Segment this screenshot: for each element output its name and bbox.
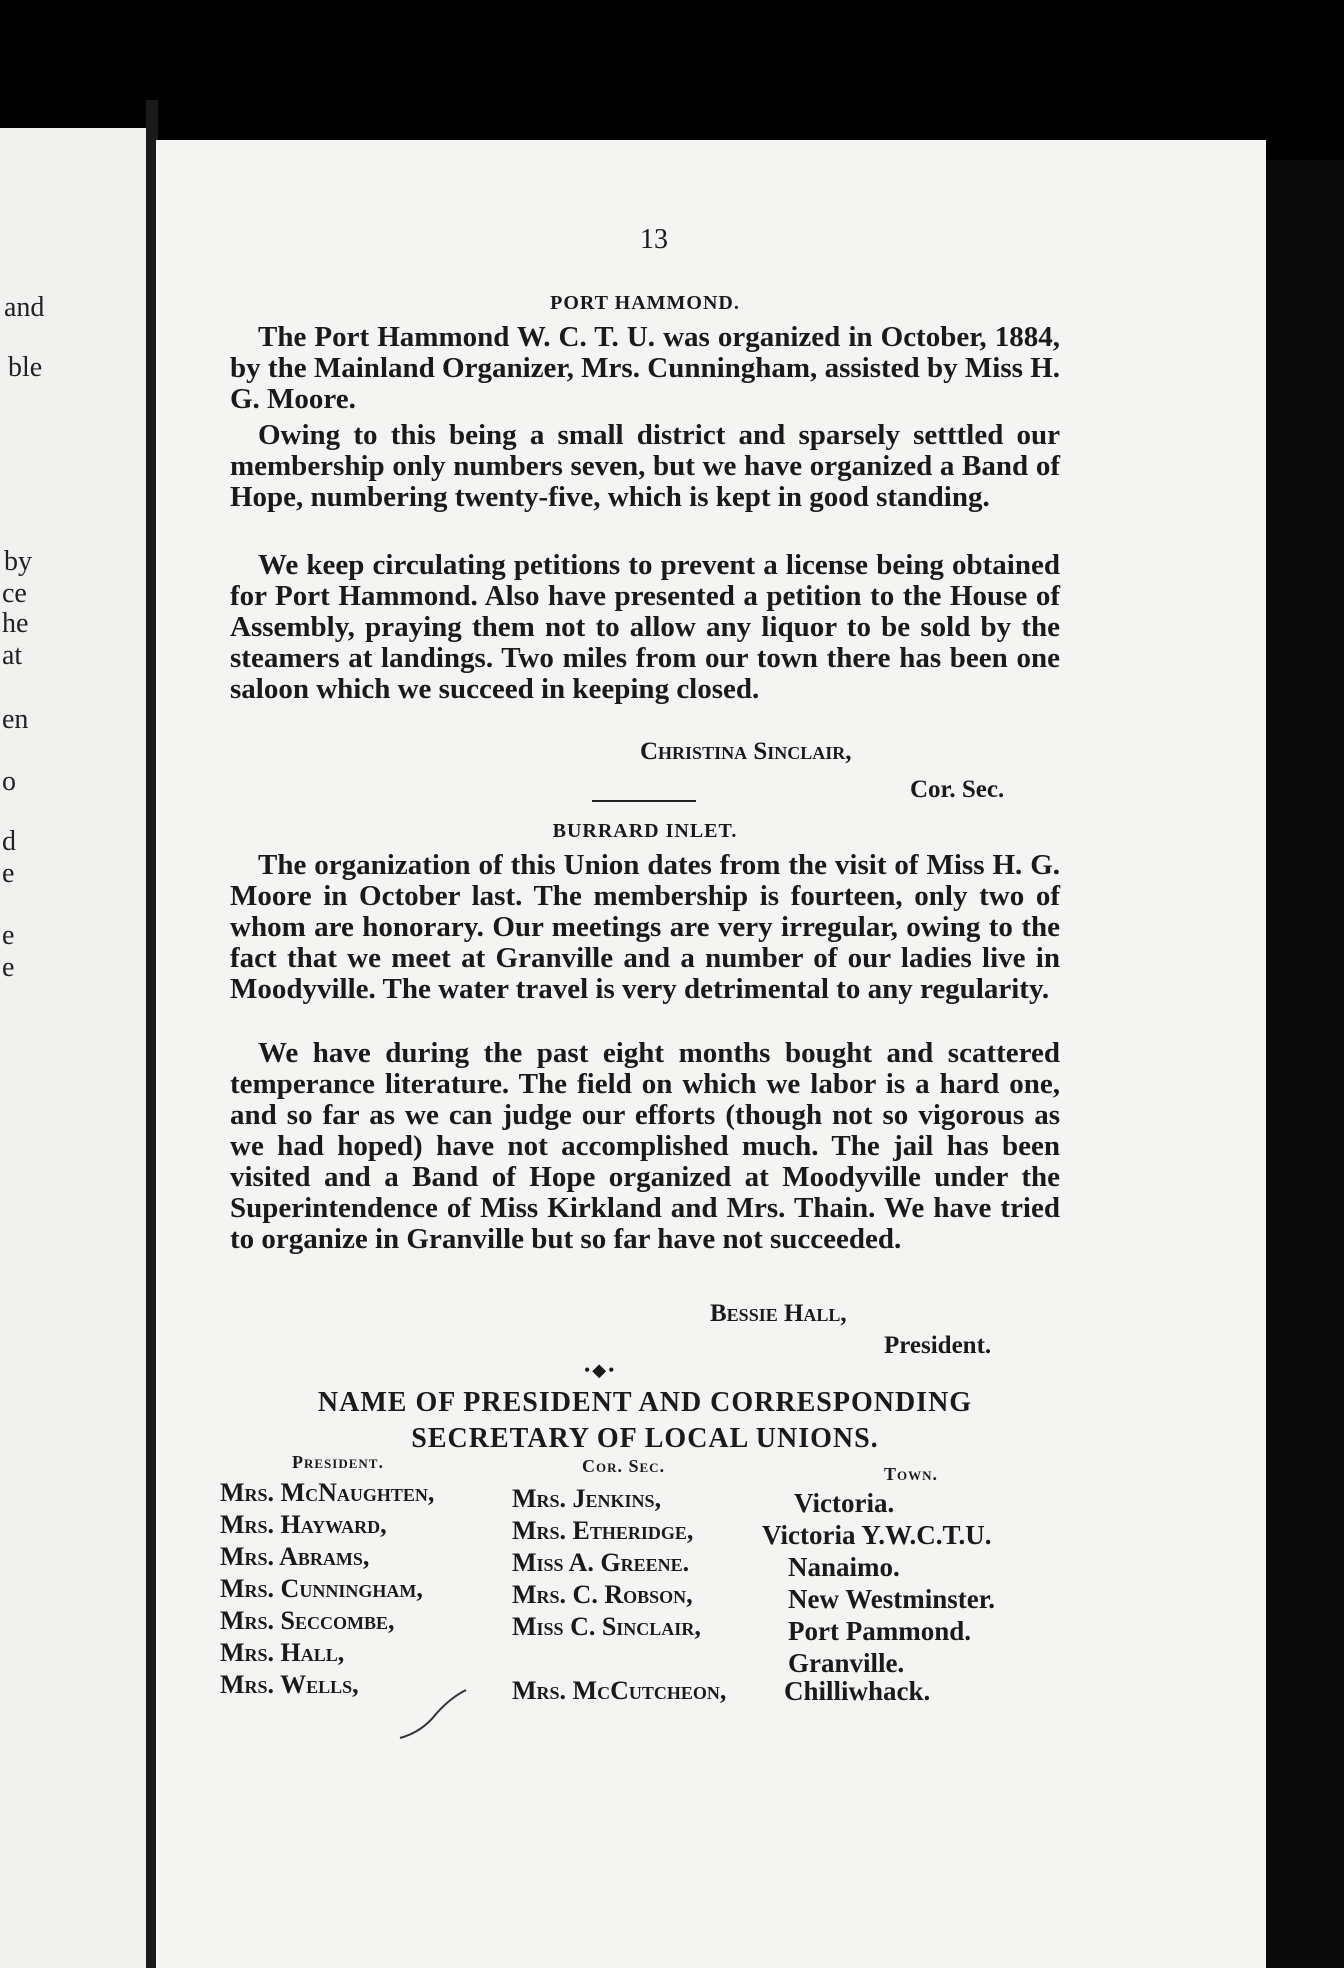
column-header-cor-sec: Cor. Sec. [582,1456,666,1476]
column-header-town: Town. [884,1464,939,1484]
right-page-edge [1266,160,1344,1968]
left-fragment: ce [2,578,27,609]
signature-role-president: President. [884,1332,992,1359]
signature-bessie-hall: Bessie Hall, [710,1300,847,1327]
left-fragment: e [2,858,15,889]
unions-heading-line-2: SECRETARY OF LOCAL UNIONS. [411,1423,879,1454]
town-cell: Victoria Y.W.C.T.U. [762,1520,992,1550]
president-cell: Mrs. Wells, [220,1670,359,1699]
town-cell: Port Pammond. [788,1616,971,1646]
town-cell: Granville. [788,1648,905,1678]
left-fragment: and [4,292,45,323]
unions-heading-line-1: NAME OF PRESIDENT AND CORRESPONDING [317,1387,973,1418]
left-fragment: e [2,952,15,983]
signature-christina-sinclair: Christina Sinclair, [640,738,852,765]
left-fragment: o [2,766,16,797]
port-hammond-paragraph-2: Owing to this being a small district and sparsely setttled our membership only numbers seven, but we have organized a Band of Hope, numbering twenty-five, which is kept in good standing. [230,419,1060,513]
left-fragment: by [4,546,32,577]
president-cell: Mrs. McNaughten, [220,1478,435,1507]
town-cell: Chilliwhack. [784,1676,931,1706]
section-title-burrard-inlet: BURRARD INLET. [552,820,738,842]
cor-sec-cell: Mrs. McCutcheon, [512,1676,727,1705]
column-header-president: President. [292,1452,384,1472]
pencil-mark-icon [392,1680,472,1750]
left-fragment: ble [8,352,43,383]
cor-sec-cell: Miss A. Greene. [512,1548,690,1577]
section-divider [592,800,696,802]
left-fragment: en [2,704,29,735]
president-cell: Mrs. Hayward, [220,1510,387,1539]
left-fragment: he [2,608,29,639]
cor-sec-cell: Miss C. Sinclair, [512,1612,701,1641]
burrard-inlet-paragraph-2: We have during the past eight months bought and scattered temperance literature. The field on which we labor is a hard one, and so far as we can judge our efforts (though not so vigorous as we had hoped) have not accomplished much. The jail has been visited and a Band of Hope organized at Moodyville under the Superintendence of Miss Kirkland and Mrs. Thain. We have tried to organize in Granville but so far have not succeeded. [230,1037,1060,1255]
cor-sec-cell: Mrs. Etheridge, [512,1516,694,1545]
ornament-divider: •◆• [584,1360,617,1380]
port-hammond-paragraph-3: We keep circulating petitions to prevent a license being obtained for Port Hammond. Also have presented a petition to the House of Assembly, praying them not to allow any liquor to be sold by the steamers at landings. Two miles from our town there has been one saloon which we succeed in keeping closed. [230,549,1060,705]
president-cell: Mrs. Abrams, [220,1542,370,1571]
left-fragment: e [2,920,15,951]
president-cell: Mrs. Cunningham, [220,1574,423,1603]
left-page-text-fragments [0,0,150,1968]
section-title-port-hammond: PORT HAMMOND. [550,292,740,314]
president-cell: Mrs. Hall, [220,1638,345,1667]
port-hammond-paragraph-1: The Port Hammond W. C. T. U. was organized in October, 1884, by the Mainland Organizer, Mrs. Cunningham, assisted by Miss H. G. Moore. [230,321,1060,415]
cor-sec-cell: Mrs. C. Robson, [512,1580,693,1609]
signature-role-cor-sec: Cor. Sec. [910,776,1005,803]
town-cell: New Westminster. [788,1584,995,1614]
president-cell: Mrs. Seccombe, [220,1606,395,1635]
town-cell: Victoria. [794,1488,895,1518]
left-fragment: at [2,640,23,671]
page-number: 13 [640,224,668,255]
left-fragment: d [2,826,16,857]
burrard-inlet-paragraph-1: The organization of this Union dates from the visit of Miss H. G. Moore in October last. The membership is fourteen, only two of whom are honorary. Our meetings are very irregular, owing to the fact that we meet at Granville and a number of our ladies live in Moodyville. The water travel is very detrimental to any regularity. [230,849,1060,1005]
cor-sec-cell: Mrs. Jenkins, [512,1484,662,1513]
town-cell: Nanaimo. [788,1552,900,1582]
